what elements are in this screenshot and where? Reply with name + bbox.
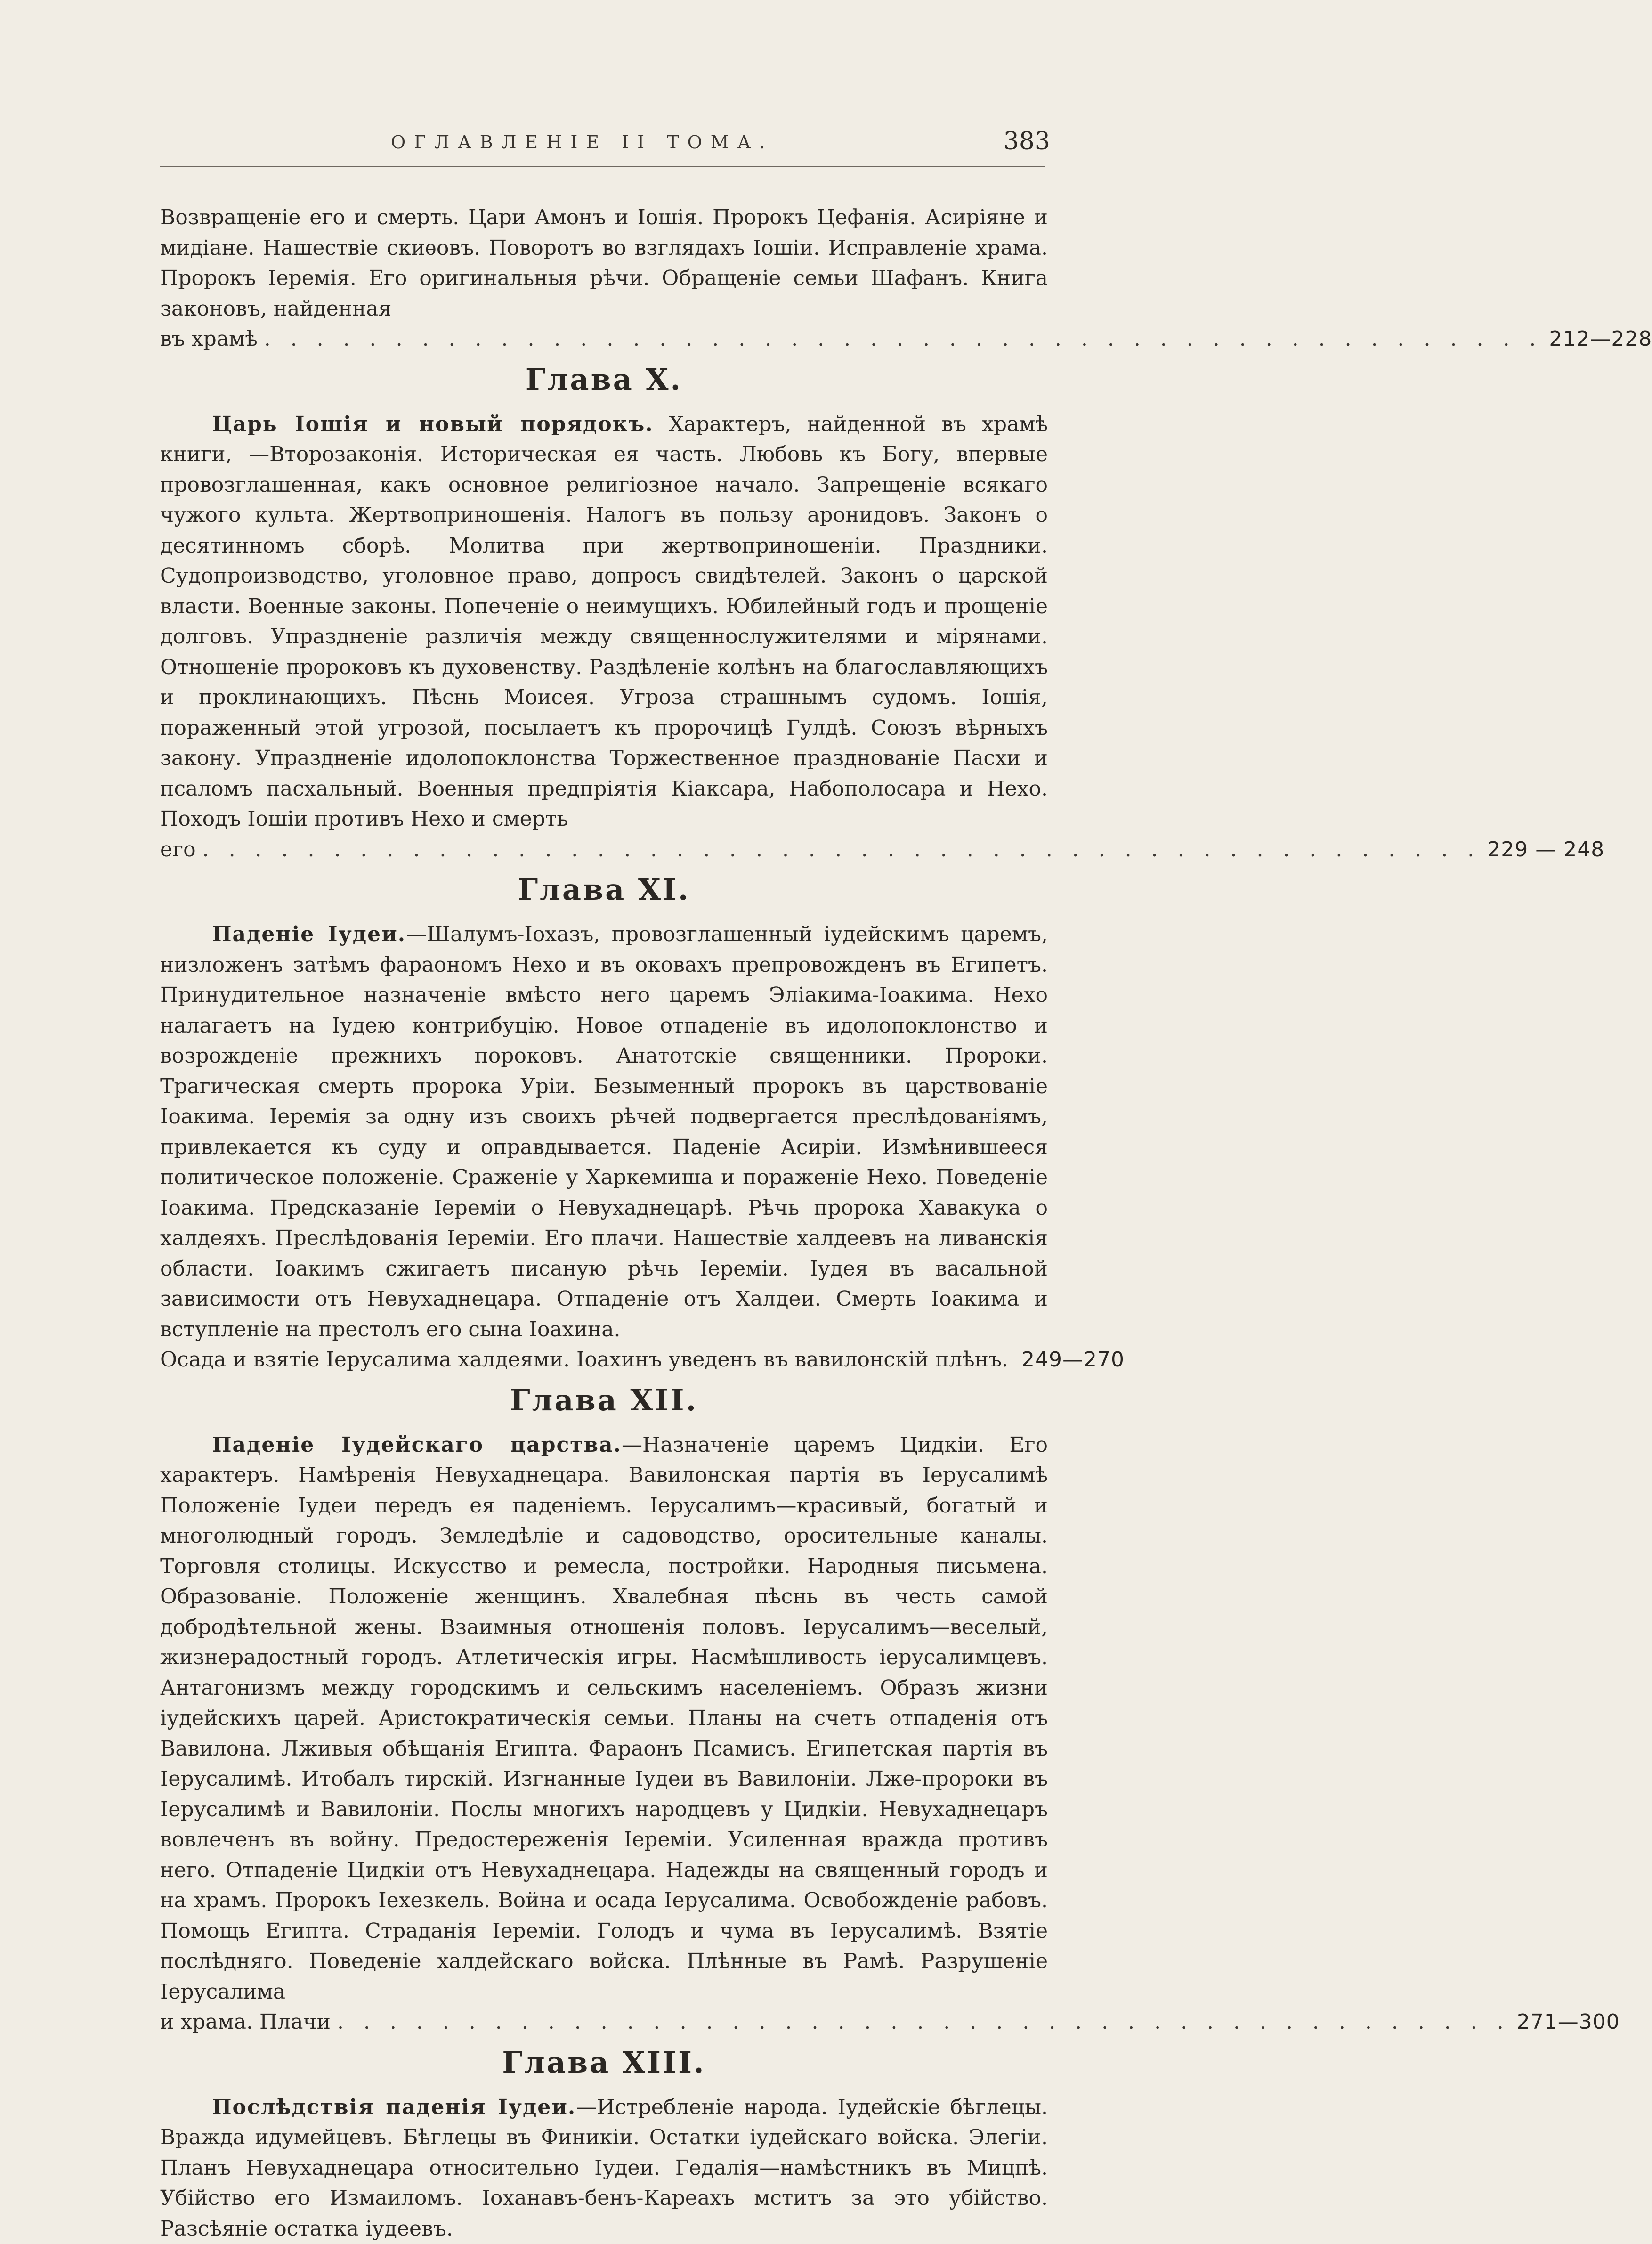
leader-dots: . . . . . . . . . . . . . . . . . . . . . . . . . . . . . . . . . . . . . . . . . . . . . [337,2007,1510,2038]
entry-tail: Осада и взятіе Іерусалима халдеями. Іоахинъ уведенъ въ вавилонскій плѣнъ. [160,1345,1008,1375]
page-range: 249—270 [1021,1345,1125,1375]
toc-entry [160,919,1048,1345]
toc-entry-end [160,1345,1048,1375]
entry-text: —Истребленіе народа. Іудейскіе бѣглецы. Вражда идумейцевъ. Бѣглецы въ Финикіи. Остатки іудейскаго войска. Элегіи. Планъ Невухаднецара относительно Іудеи. Гедалія—намѣстникъ въ Мицпѣ. Убійство его Измаиломъ. Іоханавъ-бенъ-Кареахъ мститъ за это убійство. Разсѣяніе остатка іудеевъ. [160,2095,1048,2241]
page-range: 229 — 248 [1487,835,1604,865]
toc-entry-continuation [160,203,1048,324]
entry-lead: Паденіе Іудеи. [212,922,406,946]
toc-content [160,203,1048,2244]
chapter-heading: Глава XI. [160,871,1048,908]
toc-entry [160,2092,1048,2244]
leader-dots: . . . . . . . . . . . . . . . . . . . . . . . . . . . . . . . . . . . . . . . . . . . . . . . . . [202,835,1481,865]
toc-entry-end [160,2007,1048,2038]
toc-entry [160,409,1048,835]
entry-text: —Назначеніе царемъ Цидкіи. Его характеръ. Намѣренія Невухаднецара. Вавилонская партія въ Іерусалимѣ Положеніе Іудеи передъ ея паденіемъ. Іерусалимъ—красивый, богатый и многолюдный городъ. Земледѣліе и садоводство, оросительные каналы. Торговля столицы. Искусство и ремесла, постройки. Народныя письмена. Образованіе. Положеніе женщинъ. Хвалебная пѣснь въ честь самой добродѣтельной жены. Взаимныя отношенія половъ. Іерусалимъ—веселый, жизнерадостный городъ. Атлетическія игры. Насмѣшливость іерусалимцевъ. Антагонизмъ между городскимъ и сельскимъ населеніемъ. Образъ жизни іудейскихъ царей. Аристократическія семьи. Планы на счетъ отпаденія отъ Вавилона. Лживыя обѣщанія Египта. Фараонъ Псамисъ. Египетская партія въ Іерусалимѣ. Итобалъ тирскій. Изгнанные Іудеи въ Вавилоніи. Лже-пророки въ Іерусалимѣ и Вавилоніи. Послы многихъ народцевъ у Цидкіи. Невухаднецаръ вовлеченъ въ войну. Предостереженія Іереміи. Усиленная вражда противъ него. Отпаденіе Цидкіи отъ Невухаднецара. Надежды на священный городъ и на храмъ. Пророкъ Іехезкель. Война и осада Іерусалима. Освобожденіе рабовъ. Помощь Египта. Страданія Іереміи. Голодъ и чума въ Іерусалимѣ. Взятіе послѣдняго. Поведеніе халдейскаго войска. Плѣнные въ Рамѣ. Разрушеніе Іерусалима [160,1433,1048,2004]
entry-lead: Царь Іошія и новый порядокъ. [212,412,654,436]
entry-lead: Паденіе Іудейскаго царства. [212,1433,622,1457]
entry-tail: и храма. Плачи [160,2007,331,2038]
page-range: 212—228 [1549,324,1652,355]
chapter-heading: Глава XII. [160,1382,1048,1419]
entry-tail: его [160,835,196,865]
entry-text: Возвращеніе его и смерть. Цари Амонъ и Іошія. Пророкъ Цефанія. Асиріяне и мидіане. Нашествіе скиѳовъ. Поворотъ во взглядахъ Іошіи. Исправленіе храма. Пророкъ Іеремія. Его оригинальныя рѣчи. Обращеніе семьи Шафанъ. Книга законовъ, найденная [160,205,1048,321]
entry-tail: въ храмѣ [160,324,258,355]
toc-entry-end [160,324,1048,355]
entry-text: —Шалумъ-Іохазъ, провозглашенный іудейскимъ царемъ, низложенъ затѣмъ фараономъ Нехо и въ оковахъ препровожденъ въ Египетъ. Принудительное назначеніе вмѣсто него царемъ Эліакима-Іоакима. Нехо налагаетъ на Іудею контрибуцію. Новое отпаденіе въ идолопоклонство и возрожденіе прежнихъ пороковъ. Анатотскіе священники. Пророки. Трагическая смерть пророка Уріи. Безыменный пророкъ въ царствованіе Іоакима. Іеремія за одну изъ своихъ рѣчей подвергается преслѣдованіямъ, привлекается къ суду и оправдывается. Паденіе Асиріи. Измѣнившееся политическое положеніе. Сраженіе у Харкемиша и пораженіе Нехо. Поведеніе Іоакима. Предсказаніе Іереміи о Невухаднецарѣ. Рѣчь пророка Хавакука о халдеяхъ. Преслѣдованія Іереміи. Его плачи. Нашествіе халдеевъ на ливанскія области. Іоакимъ сжигаетъ писаную рѣчь Іереміи. Іудея въ васальной зависимости отъ Невухаднецара. Отпаденіе отъ Халдеи. Смерть Іоакима и вступленіе на престолъ его сына Іоахина. [160,922,1048,1342]
toc-entry-end [160,835,1048,865]
toc-entry [160,1430,1048,2008]
page-range: 271—300 [1517,2007,1620,2038]
chapter-heading: Глава XIII. [160,2044,1048,2081]
chapter-heading: Глава X. [160,361,1048,398]
entry-text: Характеръ, найденной въ храмѣ книги, —Второзаконія. Историческая ея часть. Любовь къ Богу, впервые провозглашенная, какъ основное религіозное начало. Запрещеніе всякаго чужого культа. Жертвоприношенія. Налогъ въ пользу аронидовъ. Законъ о десятинномъ сборѣ. Молитва при жертвоприношеніи. Праздники. Судопроизводство, уголовное право, допросъ свидѣтелей. Законъ о царской власти. Военные законы. Попеченіе о неимущихъ. Юбилейный годъ и прощеніе долговъ. Упраздненіе различія между священнослужителями и мірянами. Отношеніе пророковъ къ духовенству. Раздѣленіе колѣнъ на благославляющихъ и проклинающихъ. Пѣснь Моисея. Угроза страшнымъ судомъ. Іошія, пораженный этой угрозой, посылаетъ къ пророчицѣ Гулдѣ. Союзъ вѣрныхъ закону. Упраздненіе идолопоклонства Торжественное празднованіе Пасхи и псаломъ пасхальный. Военныя предпріятія Кіаксара, Набополосара и Нехо. Походъ Іошіи противъ Нехо и смерть [160,412,1048,831]
header-rule [160,166,1045,167]
page-number: 383 [1004,127,1050,155]
page-header [165,127,1050,160]
leader-dots: . . . . . . . . . . . . . . . . . . . . . . . . . . . . . . . . . . . . . . . . . . . . . . . . . [264,324,1543,355]
entry-lead: Послѣдствія паденія Іудеи. [212,2095,576,2119]
running-title: ОГЛАВЛЕНІЕ II ТОМА. [391,132,774,153]
